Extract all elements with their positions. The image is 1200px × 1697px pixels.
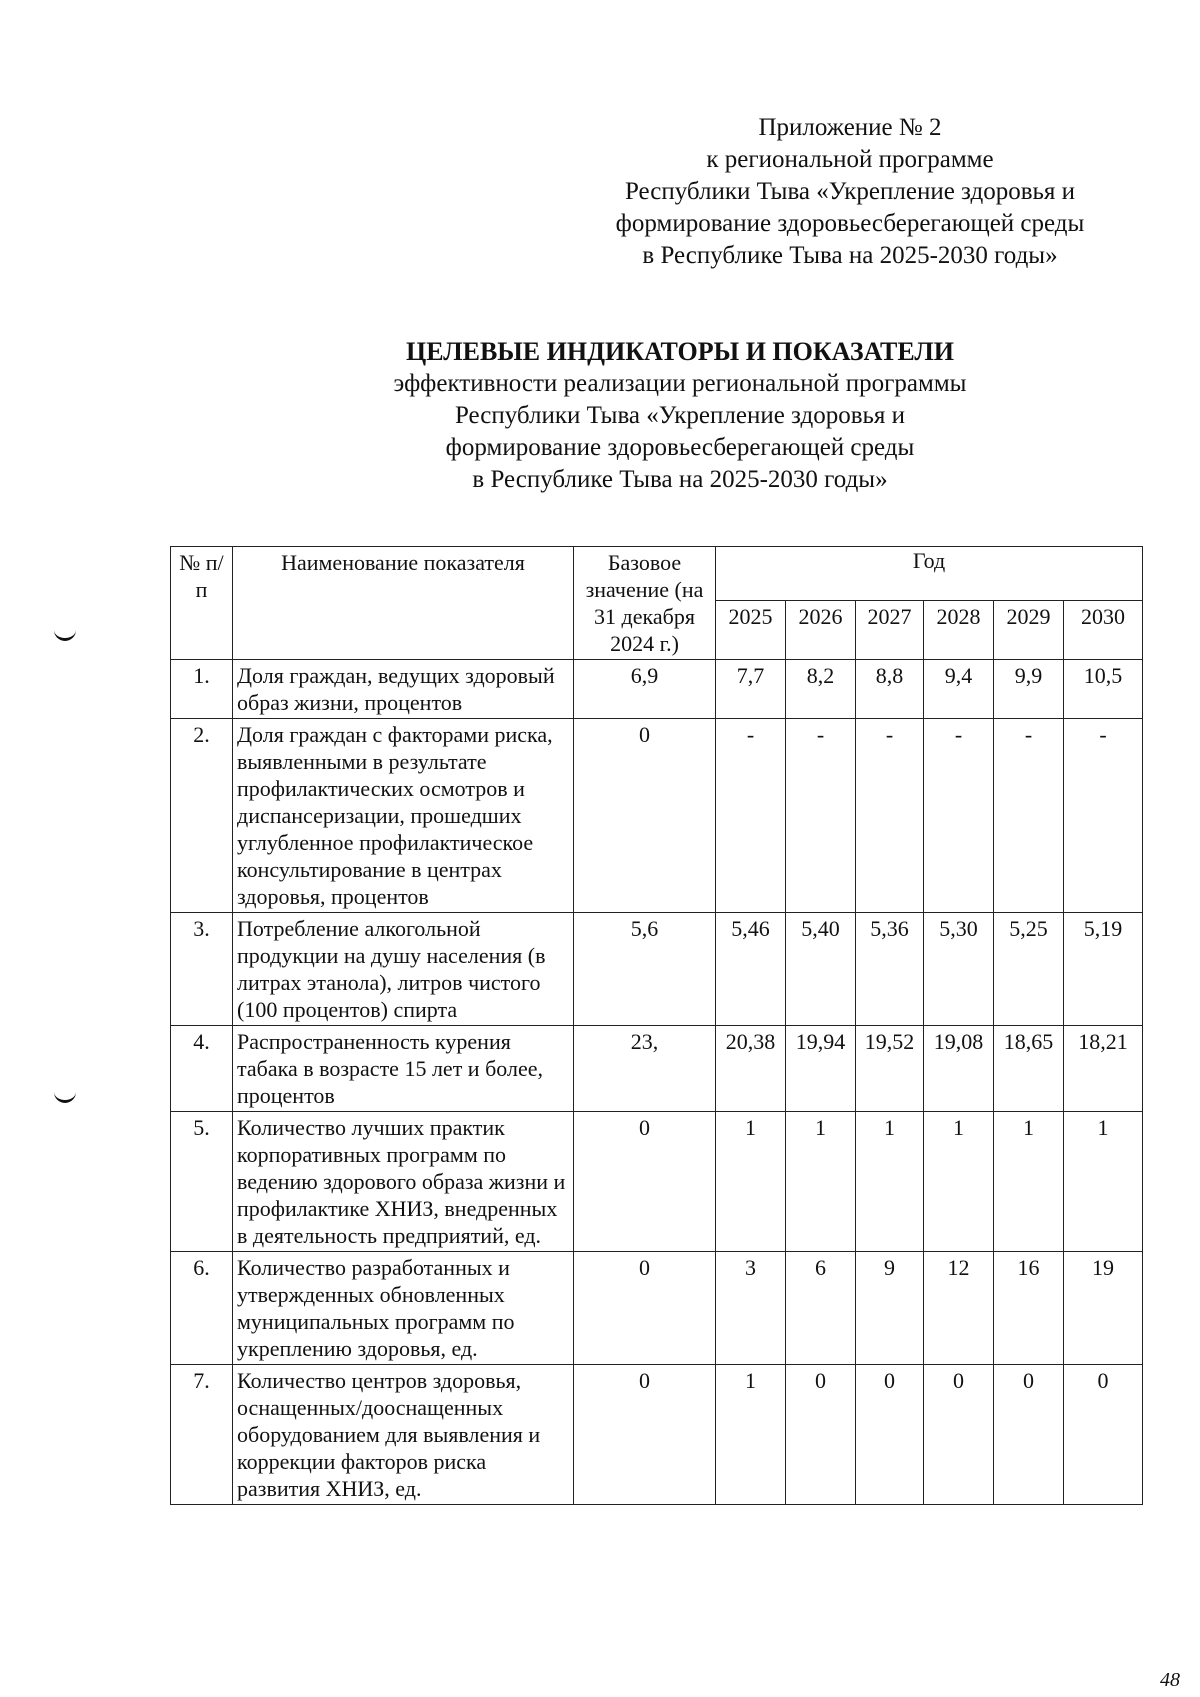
subtitle-line: Республики Тыва «Укрепление здоровья и (454, 402, 906, 429)
header-year: 2029 (994, 600, 1064, 659)
document-heading (300, 336, 1060, 496)
base-value: 6,9 (574, 660, 716, 719)
year-value: - (1064, 719, 1143, 913)
header-year: 2028 (924, 600, 994, 659)
year-value: 9,9 (994, 660, 1064, 719)
row-number: 2. (171, 719, 233, 913)
base-value: 0 (574, 719, 716, 913)
table-row (171, 1365, 1143, 1505)
year-value: 19,52 (856, 1026, 924, 1112)
header-name: Наименование показателя (233, 547, 574, 660)
subtitle-line: эффективности реализации региональной программы (393, 370, 967, 397)
header-year: 2027 (856, 600, 924, 659)
indicator-name: Доля граждан, ведущих здоровый образ жизни, процентов (233, 660, 574, 719)
year-value: 3 (716, 1252, 786, 1365)
year-value: - (856, 719, 924, 913)
year-value: 7,7 (716, 660, 786, 719)
year-value: 9,4 (924, 660, 994, 719)
appendix-line: к региональной программе (706, 146, 994, 173)
binder-hole-mark (54, 1090, 76, 1103)
header-year: 2030 (1064, 600, 1143, 659)
year-value: 1 (856, 1112, 924, 1252)
year-value: 1 (716, 1365, 786, 1505)
year-value: 6 (786, 1252, 856, 1365)
appendix-line: Приложение № 2 (758, 114, 942, 141)
row-number: 6. (171, 1252, 233, 1365)
indicators-table (170, 546, 1143, 1505)
indicator-name: Потребление алкогольной продукции на душу населения (в литрах этанола), литров чистого (100 процентов) спирта (233, 913, 574, 1026)
appendix-line: Республики Тыва «Укрепление здоровья и (624, 178, 1076, 205)
base-value: 0 (574, 1112, 716, 1252)
year-value: - (786, 719, 856, 913)
year-value: 19,08 (924, 1026, 994, 1112)
header-year-group: Год (716, 547, 1143, 601)
year-value: 8,2 (786, 660, 856, 719)
base-value: 0 (574, 1365, 716, 1505)
year-value: 5,25 (994, 913, 1064, 1026)
appendix-header (560, 112, 1140, 272)
indicator-name: Количество лучших практик корпоративных программ по ведению здорового образа жизни и профилактике ХНИЗ, внедренных в деятельность предприятий, ед. (233, 1112, 574, 1252)
indicator-name: Количество разработанных и утвержденных обновленных муниципальных программ по укреплению здоровья, ед. (233, 1252, 574, 1365)
year-value: 5,40 (786, 913, 856, 1026)
table-row (171, 1252, 1143, 1365)
year-value: 5,19 (1064, 913, 1143, 1026)
header-year: 2025 (716, 600, 786, 659)
table-row (171, 719, 1143, 913)
year-value: - (716, 719, 786, 913)
table-row (171, 660, 1143, 719)
year-value: 12 (924, 1252, 994, 1365)
year-value: 8,8 (856, 660, 924, 719)
indicator-name: Количество центров здоровья, оснащенных/дооснащенных оборудованием для выявления и коррекции факторов риска развития ХНИЗ, ед. (233, 1365, 574, 1505)
year-value: 1 (716, 1112, 786, 1252)
base-value: 5,6 (574, 913, 716, 1026)
base-value: 23, (574, 1026, 716, 1112)
year-value: 1 (786, 1112, 856, 1252)
year-value: 0 (994, 1365, 1064, 1505)
base-value: 0 (574, 1252, 716, 1365)
header-base: Базовое значение (на 31 декабря 2024 г.) (574, 547, 716, 660)
year-value: - (994, 719, 1064, 913)
table-row (171, 1112, 1143, 1252)
header-year: 2026 (786, 600, 856, 659)
year-value: 9 (856, 1252, 924, 1365)
year-value: 1 (994, 1112, 1064, 1252)
year-value: 5,46 (716, 913, 786, 1026)
year-value: 0 (786, 1365, 856, 1505)
subtitle-line: формирование здоровьесберегающей среды (445, 434, 915, 461)
year-value: 10,5 (1064, 660, 1143, 719)
year-value: 1 (1064, 1112, 1143, 1252)
row-number: 7. (171, 1365, 233, 1505)
year-value: - (924, 719, 994, 913)
binder-hole-mark (54, 628, 76, 641)
year-value: 5,30 (924, 913, 994, 1026)
row-number: 1. (171, 660, 233, 719)
table-row (171, 1026, 1143, 1112)
year-value: 0 (924, 1365, 994, 1505)
year-value: 19,94 (786, 1026, 856, 1112)
year-value: 20,38 (716, 1026, 786, 1112)
year-value: 18,65 (994, 1026, 1064, 1112)
row-number: 4. (171, 1026, 233, 1112)
year-value: 0 (856, 1365, 924, 1505)
row-number: 5. (171, 1112, 233, 1252)
page-number: 48 (1160, 1669, 1180, 1691)
indicator-name: Распространенность курения табака в возрасте 15 лет и более, процентов (233, 1026, 574, 1112)
table-row (171, 913, 1143, 1026)
indicator-name: Доля граждан с факторами риска, выявленными в результате профилактических осмотров и диспансеризации, прошедших углубленное профилактическое консультирование в центрах здоровья, процентов (233, 719, 574, 913)
year-value: 16 (994, 1252, 1064, 1365)
document-title: ЦЕЛЕВЫЕ ИНДИКАТОРЫ И ПОКАЗАТЕЛИ (406, 337, 954, 366)
year-value: 1 (924, 1112, 994, 1252)
year-value: 0 (1064, 1365, 1143, 1505)
appendix-line: формирование здоровьесберегающей среды (615, 210, 1085, 237)
row-number: 3. (171, 913, 233, 1026)
header-number: № п/п (171, 547, 233, 660)
subtitle-line: в Республике Тыва на 2025-2030 годы» (472, 466, 888, 493)
appendix-line: в Республике Тыва на 2025-2030 годы» (642, 242, 1058, 269)
year-value: 18,21 (1064, 1026, 1143, 1112)
year-value: 19 (1064, 1252, 1143, 1365)
year-value: 5,36 (856, 913, 924, 1026)
